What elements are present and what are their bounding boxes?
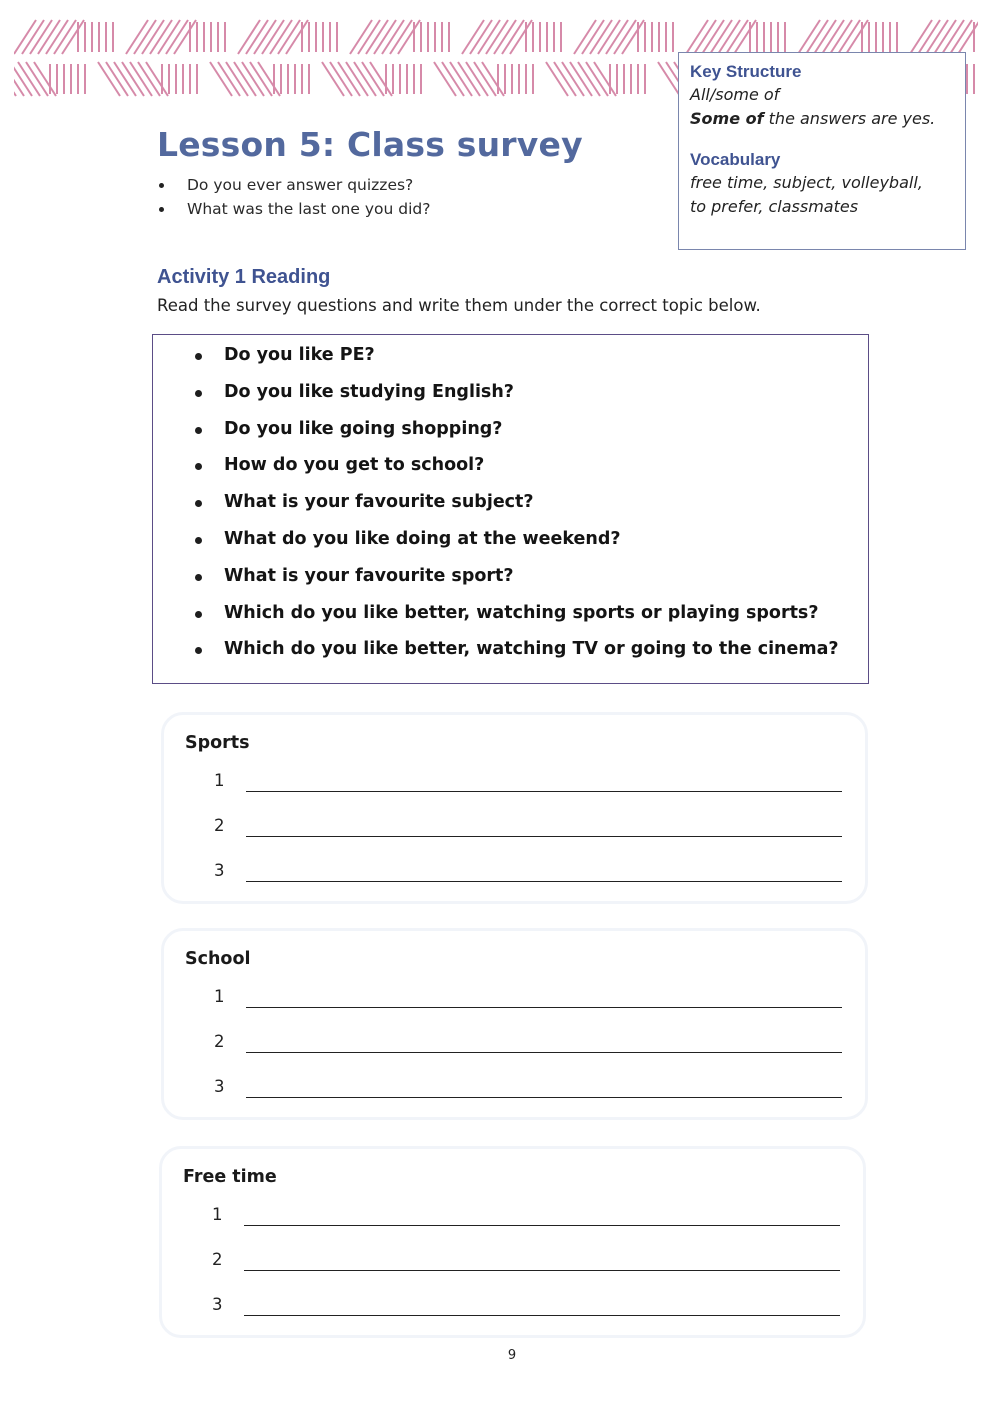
survey-question: What do you like doing at the weekend? — [193, 525, 839, 562]
topic-box-school — [161, 928, 868, 1120]
answer-number: 2 — [212, 1250, 223, 1269]
answer-line[interactable] — [246, 881, 842, 882]
answer-row — [214, 816, 844, 844]
answer-number: 3 — [214, 861, 225, 880]
answer-line[interactable] — [244, 1270, 840, 1271]
survey-question: Do you like PE? — [193, 341, 839, 378]
answer-row — [214, 1032, 844, 1060]
intro-question: Do you ever answer quizzes? — [158, 174, 430, 198]
survey-questions-box — [152, 334, 869, 684]
intro-questions — [158, 174, 430, 222]
answer-line[interactable] — [244, 1315, 840, 1316]
answer-number: 1 — [212, 1205, 223, 1224]
intro-question: What was the last one you did? — [158, 198, 430, 222]
answer-row — [212, 1250, 842, 1278]
answer-number: 1 — [214, 987, 225, 1006]
survey-question: Do you like studying English? — [193, 378, 839, 415]
topic-box-sports — [161, 712, 868, 904]
answer-line[interactable] — [244, 1225, 840, 1226]
answer-number: 2 — [214, 816, 225, 835]
survey-question: Which do you like better, watching TV or going to the cinema? — [193, 635, 839, 672]
answer-row — [214, 771, 844, 799]
topic-title: School — [185, 949, 251, 969]
key-structure-box — [678, 52, 966, 250]
answer-number: 3 — [212, 1295, 223, 1314]
answer-line[interactable] — [246, 1052, 842, 1053]
vocabulary-line: to prefer, classmates — [690, 197, 859, 216]
answer-number: 2 — [214, 1032, 225, 1051]
answer-row — [212, 1205, 842, 1233]
key-structure-example-rest: the answers are yes. — [763, 109, 936, 128]
lesson-title: Lesson 5: Class survey — [157, 125, 583, 164]
key-structure-heading: Key Structure — [690, 62, 802, 81]
page-number: 9 — [507, 1348, 517, 1363]
answer-line[interactable] — [246, 791, 842, 792]
topic-title: Free time — [183, 1167, 277, 1187]
banner-stroke — [14, 62, 24, 96]
answer-row — [214, 861, 844, 889]
survey-question-list — [193, 341, 839, 672]
survey-question: What is your favourite sport? — [193, 562, 839, 599]
answer-row — [214, 987, 844, 1015]
key-structure-example — [690, 107, 953, 131]
answer-row — [214, 1077, 844, 1105]
topic-title: Sports — [185, 733, 250, 753]
vocabulary-line: free time, subject, volleyball, — [690, 173, 923, 192]
key-structure-line: All/some of — [690, 85, 780, 104]
key-structure-example-bold: Some of — [690, 109, 764, 128]
activity-heading: Activity 1 Reading — [157, 266, 331, 288]
survey-question: Which do you like better, watching sports or playing sports? — [193, 599, 839, 636]
survey-question: Do you like going shopping? — [193, 415, 839, 452]
answer-number: 1 — [214, 771, 225, 790]
answer-line[interactable] — [246, 1007, 842, 1008]
activity-instruction: Read the survey questions and write them under the correct topic below. — [157, 296, 761, 315]
answer-number: 3 — [214, 1077, 225, 1096]
answer-row — [212, 1295, 842, 1323]
topic-box-free-time — [159, 1146, 866, 1338]
answer-line[interactable] — [246, 1097, 842, 1098]
vocabulary-heading: Vocabulary — [690, 150, 781, 169]
survey-question: How do you get to school? — [193, 451, 839, 488]
survey-question: What is your favourite subject? — [193, 488, 839, 525]
answer-line[interactable] — [246, 836, 842, 837]
